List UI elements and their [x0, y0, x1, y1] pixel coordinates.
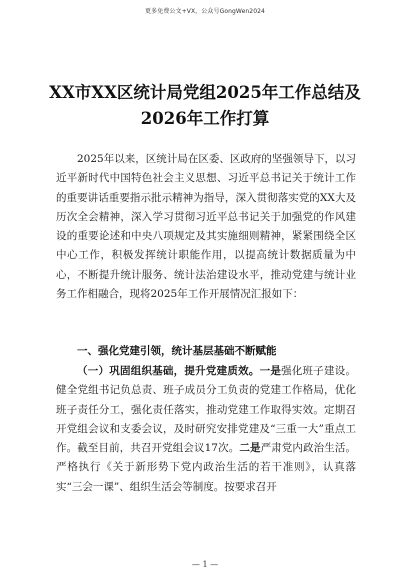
- section-heading: 一、强化党建引领，统计基层基础不断赋能: [77, 345, 277, 357]
- point-label: 二是: [239, 442, 261, 455]
- point-text: 严肃党内政治生活。严格执行《关于新形势下党内政治生活的若干准则》，认真落实“三会一课”、组织生活会等制度。按要求召开: [56, 442, 356, 493]
- page-number: — 1 —: [191, 560, 219, 569]
- body-paragraph: [56, 362, 356, 497]
- subsection-lead: （一）巩固组织基础，提升党建质效。: [77, 365, 260, 377]
- point-label: 一是: [259, 365, 282, 377]
- intro-paragraph: 2025年以来，区统计局在区委、区政府的坚强领导下，以习近平新时代中国特色社会主义思想、习近平总书记关于统计工作的重要讲话重要指示批示精神为指导，深入贯彻落实党的XX大及历次全会精神，深入学习贯彻习近平总书记关于加强党的作风建设的重要论述和中央八项规定及其实施细则精神，紧紧围绕全区中心工作，积极发挥统计职能作用，以提高统计数据质量为中心，不断提升统计服务、统计法治建设水平，推动党建与统计业务工作相融合，现将2025年工作开展情况汇报如下：: [56, 153, 356, 301]
- header-note: 更多免费公文+VX，公众号GongWen2024: [145, 8, 265, 15]
- point-text: 强化班子建设。健全党组书记负总责、班子成员分工负责的党建工作格局，优化班子责任分工，强化责任落实，推动党建工作取得实效。定期召开党组会议和支委会议，及时研究安排党建及“三重一大”重点工作。截至目前，共召开党组会议17次。: [56, 365, 357, 455]
- document-title: XX市XX区统计局党组2025年工作总结及2026年工作打算: [49, 83, 361, 128]
